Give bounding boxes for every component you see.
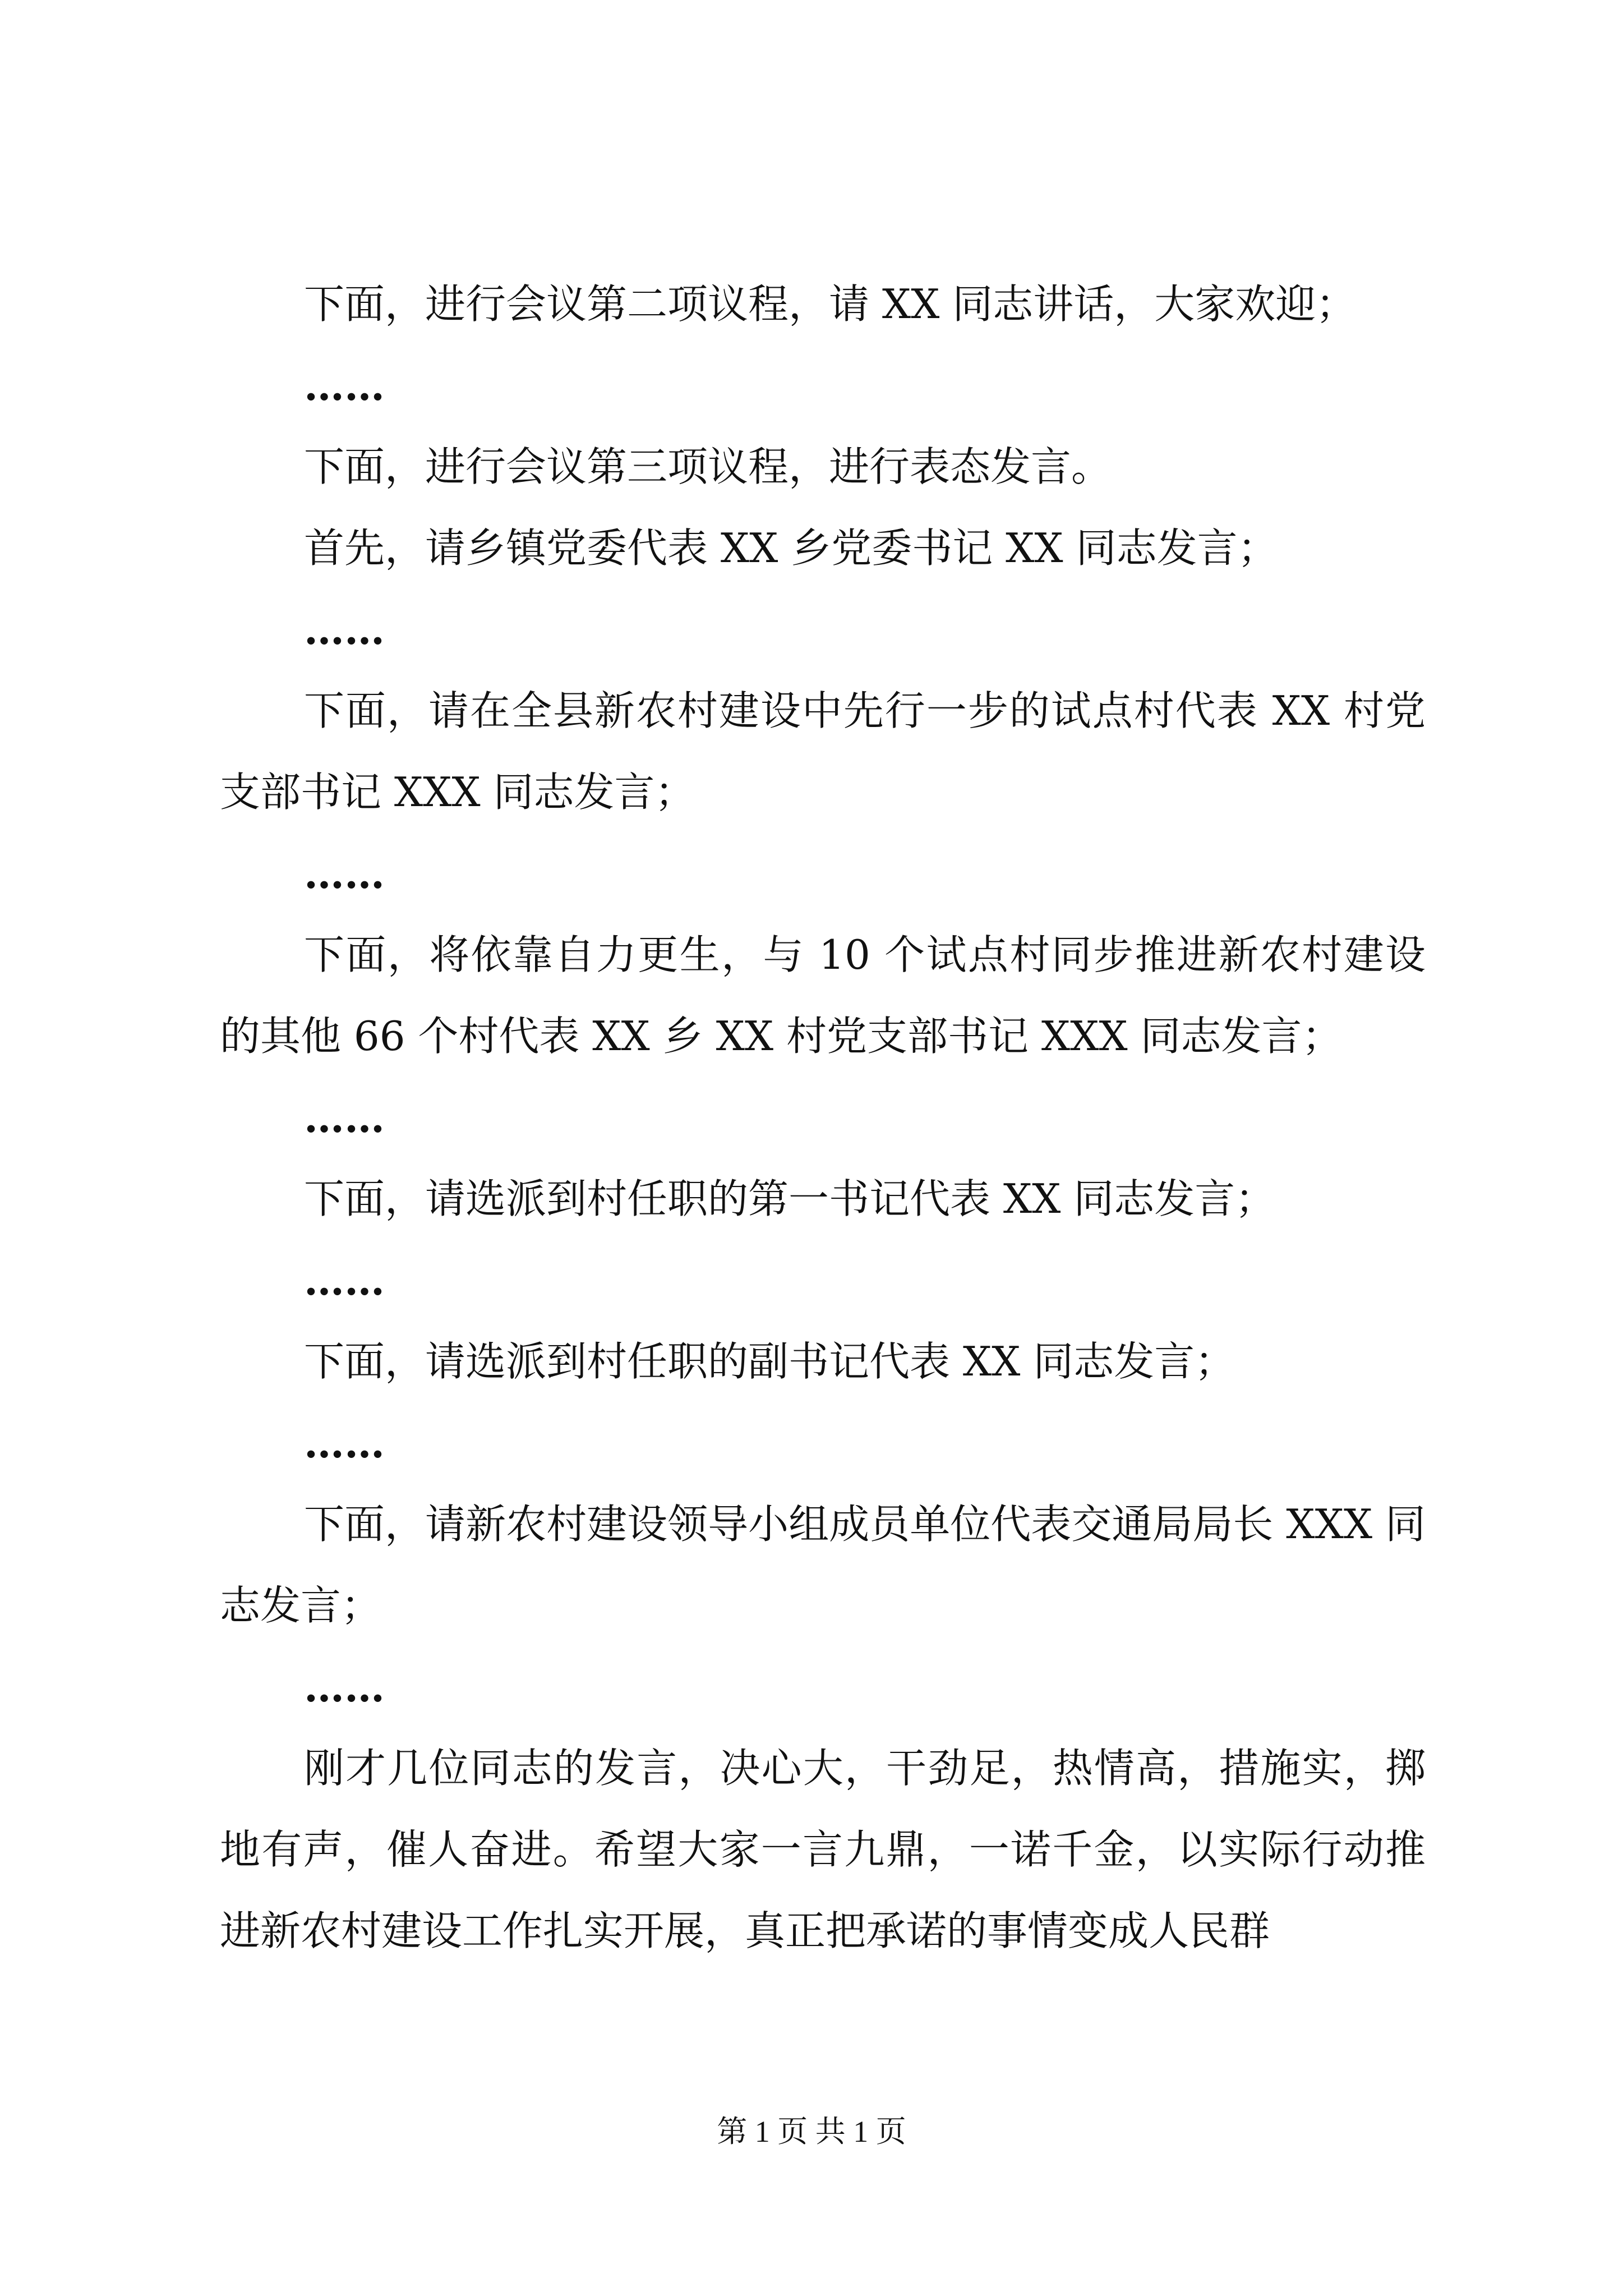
ellipsis: …… [304, 850, 385, 898]
paragraph: 下面，请新农村建设领导小组成员单位代表交通局局长 XXX 同志发言； [220, 1501, 1426, 1629]
document-body [220, 264, 1426, 1972]
paragraph: 刚才几位同志的发言，决心大，干劲足，热情高，措施实，掷地有声，催人奋进。希望大家一言九鼎，一诺千金，以实际行动推进新农村建设工作扎实开展，真正把承诺的事情变成人民群 [220, 1745, 1426, 1954]
paragraph: 首先，请乡镇党委代表 XX 乡党委书记 XX 同志发言； [304, 524, 1278, 572]
paragraph: 下面，请选派到村任职的副书记代表 XX 同志发言； [304, 1338, 1235, 1385]
ellipsis: …… [304, 1094, 385, 1142]
paragraph: 下面，进行会议第三项议程，进行表态发言。 [304, 443, 1112, 490]
ellipsis: …… [304, 1663, 385, 1711]
ellipsis: …… [304, 1419, 385, 1467]
paragraph: 下面，将依靠自力更生，与 10 个试点村同步推进新农村建设的其他 66 个村代表 XX 乡 XX 村党支部书记 XXX 同志发言； [220, 931, 1426, 1060]
ellipsis: …… [304, 606, 385, 654]
paragraph: 下面，请在全县新农村建设中先行一步的试点村代表 XX 村党支部书记 XXX 同志发言； [220, 687, 1426, 816]
ellipsis: …… [304, 1257, 385, 1304]
page-footer: 第 1 页 共 1 页 [717, 2115, 906, 2148]
ellipsis: …… [304, 362, 385, 409]
paragraph: 下面，进行会议第二项议程，请 XX 同志讲话，大家欢迎； [304, 280, 1357, 328]
paragraph: 下面，请选派到村任职的第一书记代表 XX 同志发言； [304, 1175, 1276, 1222]
